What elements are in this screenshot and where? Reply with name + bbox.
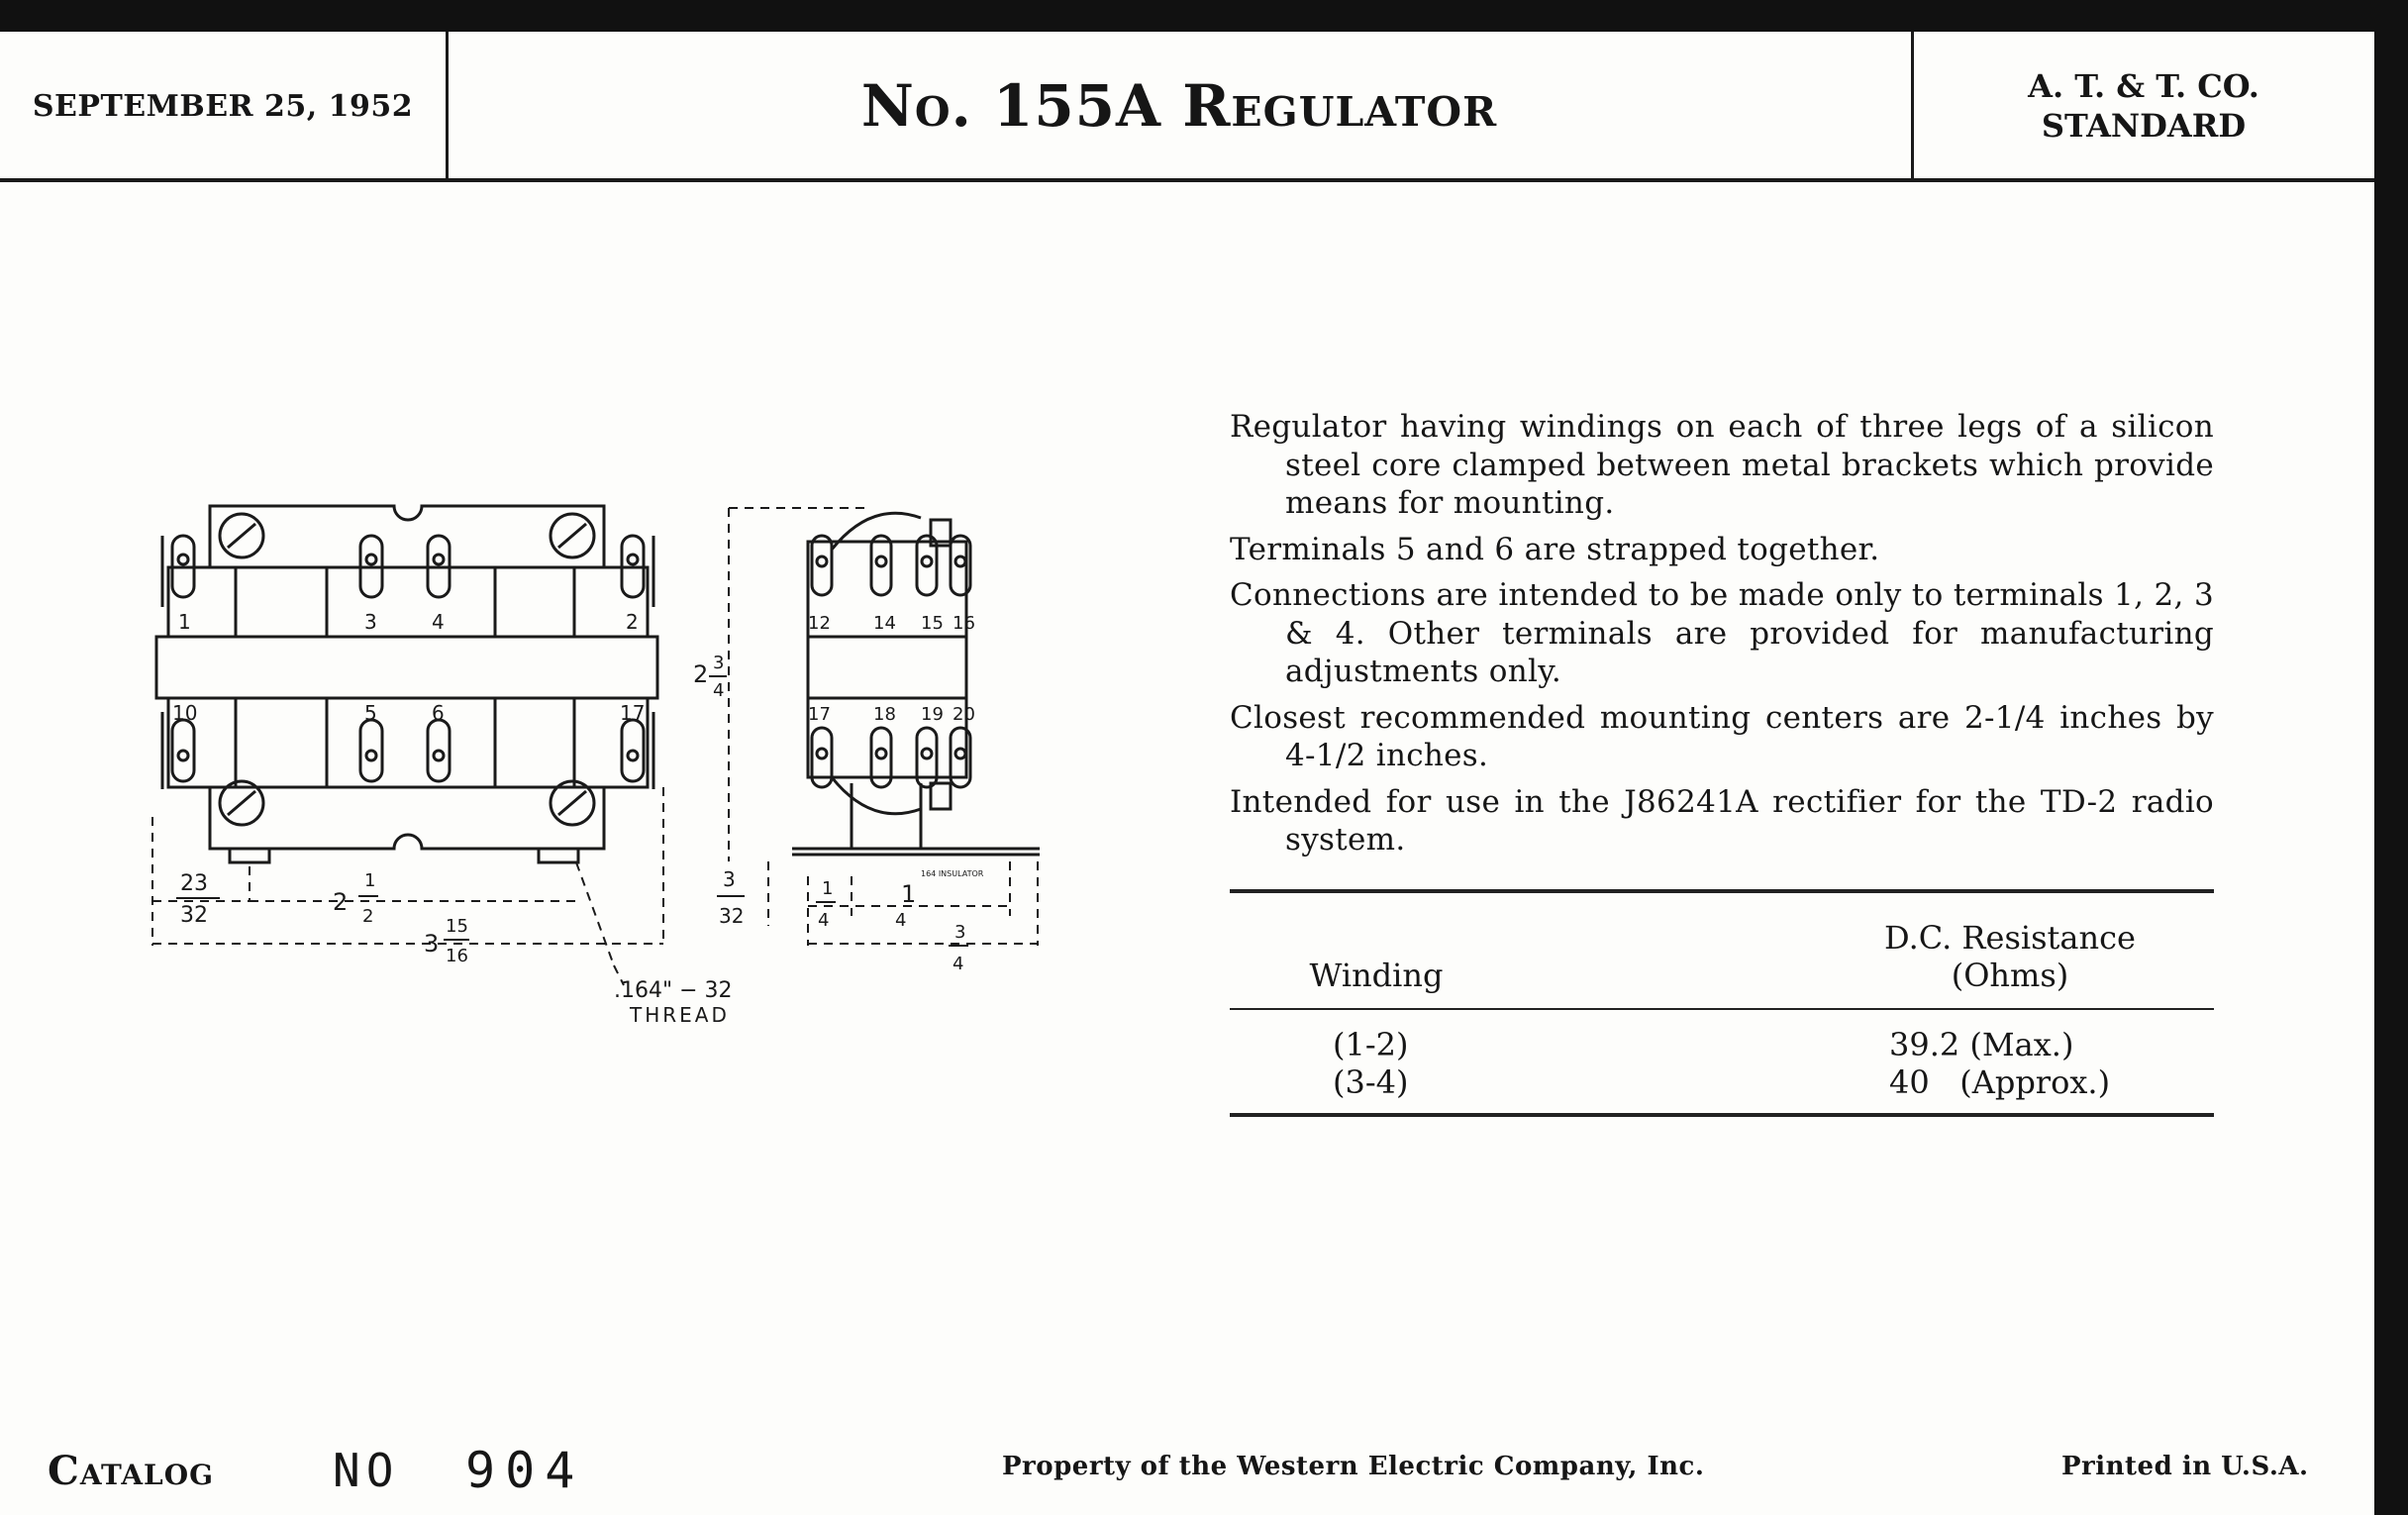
table-header-rule [1230,1008,2214,1010]
terminal-lug-icon [871,536,891,595]
table-header-units: (Ohms) [1951,957,2069,994]
table-cell-winding: (1-2) [1333,1026,1409,1063]
dimension-label: 32 [180,903,208,928]
dimension-label: 3 [424,930,440,958]
coil-middle-top [327,567,495,637]
side-view [792,513,1040,855]
front-view [156,506,657,862]
dimension-label: 1 [901,880,917,908]
catalog-no-label: NO [333,1444,400,1497]
front-dimensions [152,787,663,985]
side-winding-curve [832,777,921,814]
terminal-lug-icon [428,720,450,781]
header-divider-left [446,32,449,178]
terminal-label: 14 [873,613,896,634]
screw-icon [220,514,263,557]
header-date-cell [0,32,446,180]
terminal-label: 12 [808,613,831,634]
standard-line-1: A. T. & T. CO. [2028,67,2259,105]
dimension-label: 23 [180,871,208,896]
side-base [792,783,1040,849]
description [1230,408,2214,867]
hole-size-label: .164" − 32 [614,978,733,1003]
table-cell-winding: (3-4) [1333,1063,1409,1101]
description-paragraph: Intended for use in the J86241A rectifier for the TD-2 radio system. [1230,783,2214,858]
mounting-foot [539,849,578,862]
right-scan-border [2374,0,2408,1515]
dimension-label: 2 [333,888,349,916]
description-paragraph: Regulator having windings on each of three legs of a silicon steel core clamped between metal brackets which provide means for mounting. [1230,409,2214,521]
dimension-label: 1 [364,870,376,891]
terminal-lug-icon [812,536,832,595]
table-cell-resistance: 40 (Approx.) [1889,1063,2111,1101]
dimension-label: 1 [822,878,834,899]
side-core [808,637,966,698]
coil-left-top [168,567,327,637]
dimension-label: 4 [818,910,830,931]
side-dimension-labels [693,653,984,974]
dimension-label: 3 [723,867,736,891]
dimension-label: 16 [446,946,468,966]
card-header [0,32,2374,180]
dimension-label: 4 [895,910,907,931]
issue-date: SEPTEMBER 25, 1952 [32,88,414,124]
bottom-bracket [210,787,604,849]
regulator-drawing [139,490,1069,1045]
page-title: No. 155A Regulator [860,72,1498,140]
terminal-label: 10 [172,701,198,725]
terminal-lug-icon [360,720,382,781]
table-cell-resistance: 39.2 (Max.) [1889,1026,2074,1063]
terminal-label: 19 [921,704,944,725]
table-bottom-rule [1230,1113,2214,1117]
catalog-number: 904 [465,1442,585,1499]
terminal-label: 1 [178,610,191,634]
standard-line-2: STANDARD [2041,107,2247,145]
screw-icon [551,514,594,557]
top-scan-border [0,0,2408,32]
description-paragraph: Terminals 5 and 6 are strapped together. [1230,531,1880,567]
side-nut [931,783,951,809]
terminal-label: 17 [808,704,831,725]
description-paragraph: Connections are intended to be made only to terminals 1, 2, 3 & 4. Other terminals are provided for manufacturing adjustments only. [1230,577,2214,689]
terminal-label: 16 [953,613,975,634]
property-notice: Property of the Western Electric Company, Inc. [1002,1452,1705,1481]
header-rule [0,178,2374,182]
description-paragraph: Closest recommended mounting centers are 2-1/4 inches by 4-1/2 inches. [1230,699,2214,773]
dimension-label: 15 [446,916,468,937]
terminal-label: 18 [873,704,896,725]
dimension-label: 2 [362,906,374,927]
table-top-rule [1230,889,2214,893]
terminal-label: 4 [432,610,445,634]
insulator-label: 164 INSULATOR [921,869,984,878]
core [156,637,657,698]
catalog-label: Catalog [48,1448,215,1494]
terminal-label: 5 [364,701,377,725]
dimension-label: 2 [693,660,709,688]
terminal-label: 6 [432,701,445,725]
coil-right-top [495,567,648,637]
dimension-label: 4 [953,954,964,974]
front-dimension-labels [176,870,733,1027]
top-bracket [210,506,604,567]
header-title-cell [448,32,1911,180]
dimension-label: 32 [719,904,745,928]
side-winding-curve [832,513,921,550]
table-header-resistance: D.C. Resistance [1884,919,2136,957]
terminal-label: 17 [620,701,646,725]
mounting-foot [230,849,269,862]
header-standard-cell [1913,32,2374,180]
dimension-label: 3 [713,653,725,673]
dimension-label: 3 [954,922,966,943]
table-header-winding: Winding [1309,957,1444,994]
thread-label: THREAD [630,1003,730,1027]
coil-middle-bottom [327,698,495,787]
terminal-label: 2 [626,610,639,634]
header-divider-right [1911,32,1914,178]
dimension-label: 4 [713,680,725,701]
printed-notice: Printed in U.S.A. [2061,1452,2309,1481]
terminal-label: 15 [921,613,944,634]
terminal-label: 3 [364,610,377,634]
terminal-label: 20 [953,704,975,725]
